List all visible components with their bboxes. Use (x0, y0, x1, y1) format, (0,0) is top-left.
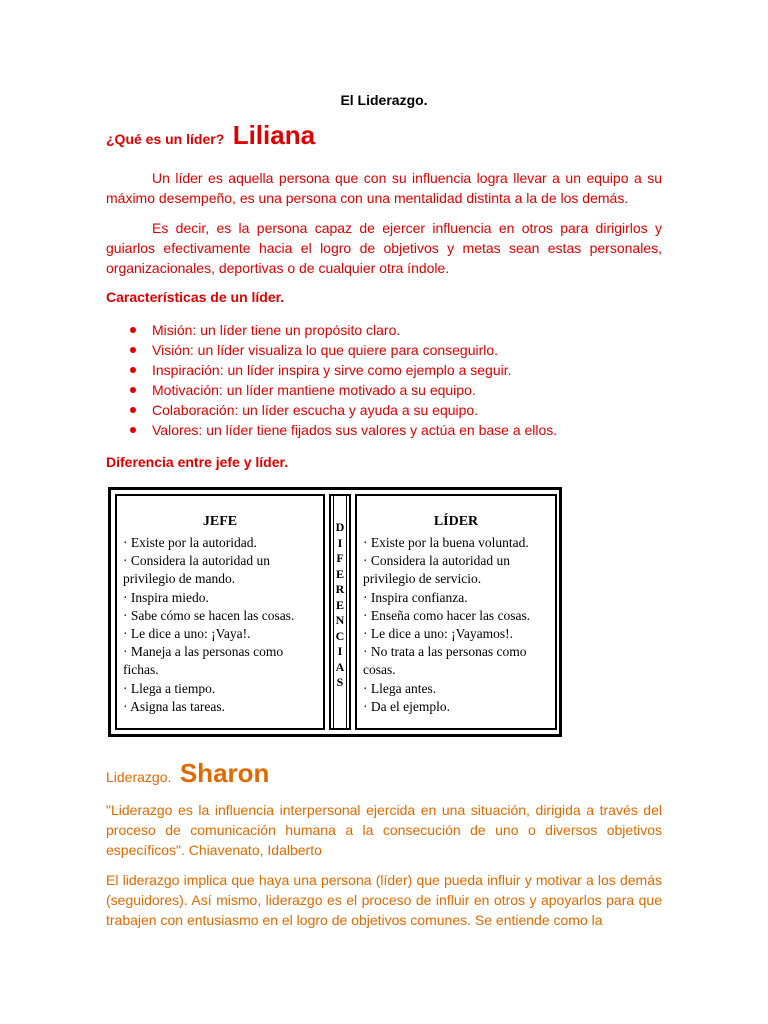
list-item: Colaboración: un líder escucha y ayuda a su equipo. (106, 400, 557, 420)
table-row: fichas. (123, 662, 159, 678)
letter: N (335, 613, 345, 627)
lider-column (355, 494, 557, 730)
table-row: · Llega a tiempo. (123, 680, 216, 696)
characteristics-heading: Características de un líder. (106, 289, 285, 305)
letter: E (335, 597, 344, 612)
lider-column-title: LÍDER (433, 514, 479, 529)
table-row: · Le dice a uno: ¡Vaya!. (123, 626, 251, 642)
table-row: cosas. (363, 662, 396, 678)
table-row: · Asigna las tareas. (123, 698, 225, 714)
table-row: · Existe por la buena voluntad. (363, 535, 529, 550)
paragraph-explanation: Es decir, es la persona capaz de ejercer influencia en otros para dirigirlos y guiarlos efectivamente hacia el logro de objetivos y metas sean estas personales, organizacionales, deportivas o de cualquier otra índole. (106, 220, 662, 276)
table-row: · Inspira miedo. (123, 589, 209, 605)
author-liliana: Liliana (232, 120, 316, 150)
table-row: · No trata a las personas como (363, 644, 527, 660)
table-row: · Enseña como hacer las cosas. (363, 607, 531, 623)
table-row: · Considera la autoridad un (123, 553, 270, 569)
lider-items (357, 534, 555, 716)
section1-heading (106, 120, 315, 151)
characteristics-list (106, 320, 557, 440)
table-row: · Da el ejemplo. (363, 698, 450, 714)
list-item: Visión: un líder visualiza lo que quiere para conseguirlo. (106, 340, 557, 360)
table-row: · Maneja a las personas como (123, 644, 284, 660)
table-row: · Le dice a uno: ¡Vayamos!. (363, 626, 513, 642)
diferencias-column (329, 494, 351, 730)
author-sharon: Sharon (179, 758, 270, 788)
question-text: ¿Qué es un líder? (106, 131, 225, 147)
section2-heading (106, 758, 269, 789)
list-item: Inspiración: un líder inspira y sirve como ejemplo a seguir. (106, 360, 557, 380)
document-title: El Liderazgo. (340, 92, 428, 108)
table-row: · Considera la autoridad un (363, 553, 510, 569)
difference-heading: Diferencia entre jefe y líder. (106, 454, 289, 470)
table-row: privilegio de servicio. (363, 571, 482, 587)
table-row: · Llega antes. (363, 680, 437, 696)
jefe-items (117, 534, 323, 716)
jefe-column-title: JEFE (202, 514, 238, 529)
letter: S (336, 675, 344, 689)
diferencias-letters (331, 520, 349, 691)
letter: I (337, 644, 343, 658)
letter: E (335, 566, 344, 581)
list-item: Motivación: un líder mantiene motivado a su equipo. (106, 380, 557, 400)
paragraph-leadership: El liderazgo implica que haya una persona (líder) que pueda influir y motivar a los demás (seguidores). Así mismo, liderazgo es el proceso de influir en otros y apoyarlos para que trabajen con entusiasmo en el logro de objetivos comunes. Se entiende como la (106, 872, 662, 928)
table-row: · Inspira confianza. (363, 589, 468, 605)
jefe-column (115, 494, 325, 730)
paragraph-quote: "Liderazgo es la influencia interpersonal ejercida en una situación, dirigida a través del proceso de comunicación humana a la consecución de uno o diversos objetivos específicos". Chiavenato, Idalberto (106, 802, 662, 858)
letter: D (335, 520, 345, 534)
table-row: · Existe por la autoridad. (123, 535, 257, 550)
letter: C (335, 628, 345, 643)
table-row: · Sabe cómo se hacen las cosas. (123, 607, 295, 623)
list-item: Misión: un líder tiene un propósito claro. (106, 320, 557, 340)
jefe-lider-comparison-table (108, 487, 562, 737)
letter: R (335, 582, 345, 596)
section2-label: Liderazgo. (106, 769, 172, 785)
table-row: privilegio de mando. (123, 571, 236, 587)
letter: F (336, 551, 344, 565)
paragraph-definition: Un líder es aquella persona que con su influencia logra llevar a un equipo a su máximo desempeño, es una persona con una mentalidad distinta a la de los demás. (106, 170, 662, 206)
list-item: Valores: un líder tiene fijados sus valores y actúa en base a ellos. (106, 420, 557, 440)
letter: A (335, 659, 345, 674)
letter: I (337, 535, 343, 550)
